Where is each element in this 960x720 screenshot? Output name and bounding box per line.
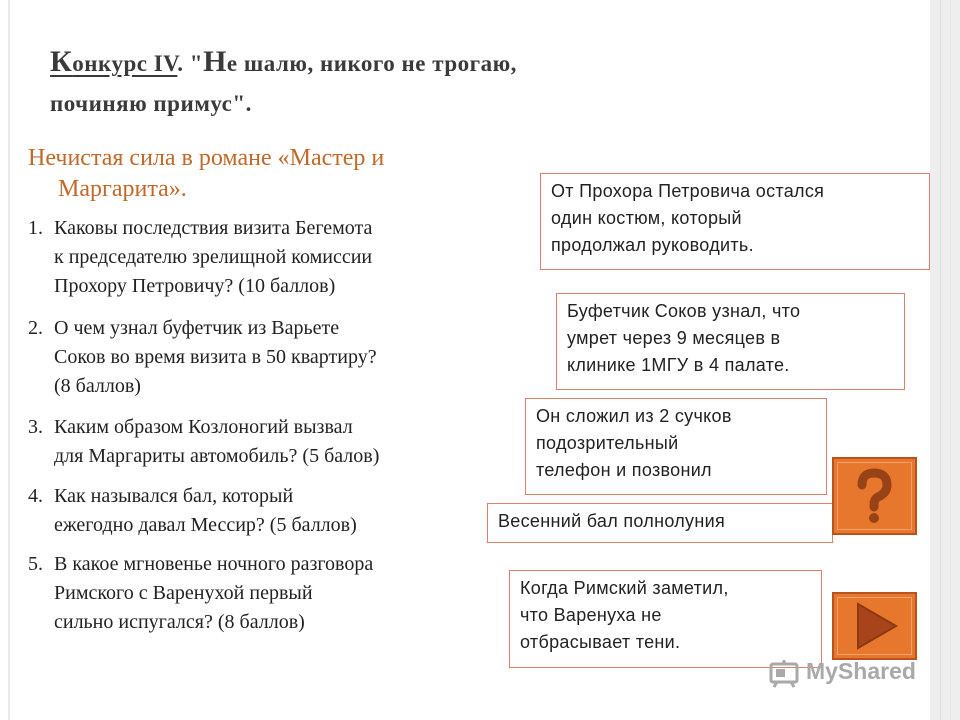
subtitle-line: Нечистая сила в романе «Мастер и [28, 145, 385, 171]
question-number: 2. [28, 317, 43, 339]
slide-right-border [930, 0, 960, 720]
answer-text: отбрасывает тени. [520, 632, 681, 652]
question-text: сильно испугался? (8 баллов) [54, 611, 305, 633]
watermark [768, 658, 916, 688]
answer-box-1[interactable] [540, 173, 930, 270]
question-text: В какое мгновенье ночного разговора [54, 553, 374, 575]
answer-box-3[interactable] [525, 398, 827, 495]
question-text: Римского с Варенухой первый [54, 582, 313, 604]
title-underlined-part [50, 45, 178, 78]
answer-text: что Варенуха не [520, 605, 662, 625]
question-text: О чем узнал буфетчик из Варьете [54, 317, 340, 339]
question-2 [28, 314, 377, 401]
title-initial: К [50, 45, 73, 78]
question-1 [28, 214, 372, 301]
watermark-text: MyShared [806, 658, 916, 685]
question-number: 3. [28, 416, 43, 438]
answer-text: один костюм, который [551, 208, 742, 228]
question-5 [28, 550, 373, 637]
answer-box-5[interactable] [509, 570, 822, 668]
answer-text: клинике 1МГУ в 4 палате. [567, 355, 790, 375]
answer-text: Он сложил из 2 сучков [536, 406, 732, 426]
question-first-line [28, 314, 377, 343]
play-triangle-icon [832, 592, 917, 660]
slide-title [50, 42, 910, 124]
question-number: 5. [28, 553, 43, 575]
question-3 [28, 413, 379, 471]
border-line [950, 0, 951, 720]
question-number: 4. [28, 485, 43, 507]
title-contest-label: онкурс IV [72, 51, 178, 76]
question-text: Как назывался бал, который [54, 485, 294, 507]
question-text: Каковы последствия визита Бегемота [54, 217, 373, 239]
border-line [940, 0, 941, 720]
question-text: Каким образом Козлоногий вызвал [54, 416, 353, 438]
question-first-line [28, 413, 379, 442]
question-mark-icon [832, 457, 917, 535]
slide-left-border [8, 0, 10, 720]
question-text: к председателю зрелищной комиссии [54, 246, 373, 268]
title-quote-initial: Н [203, 45, 227, 78]
presentation-icon [768, 658, 800, 688]
question-text: для Маргариты автомобиль? (5 балов) [54, 445, 380, 467]
question-text: Прохору Петровичу? (10 баллов) [54, 275, 336, 297]
answer-text: подозрительный [536, 433, 679, 453]
question-first-line [28, 482, 357, 511]
help-button[interactable] [832, 457, 917, 535]
title-line-2: починяю примус". [50, 91, 252, 116]
answer-text: умрет через 9 месяцев в [567, 328, 781, 348]
question-first-line [28, 550, 373, 579]
answer-text: Когда Римский заметил, [520, 578, 729, 598]
subtitle-line: Маргарита». [58, 176, 187, 202]
title-punct: . " [177, 51, 204, 76]
question-text: (8 баллов) [54, 375, 141, 397]
next-button[interactable] [832, 592, 917, 660]
question-text: Соков во время визита в 50 квартиру? [54, 346, 377, 368]
answer-text: телефон и позвонил [536, 460, 712, 480]
answer-box-2[interactable] [556, 293, 905, 390]
answer-box-4[interactable] [487, 503, 833, 543]
title-line-1 [50, 42, 910, 84]
question-first-line [28, 214, 372, 243]
answer-text: Буфетчик Соков узнал, что [567, 301, 801, 321]
title-quote-text: е шалю, никого не трогаю, [226, 51, 517, 76]
slide-subtitle [28, 143, 498, 205]
answer-text: От Прохора Петровича остался [551, 181, 825, 201]
answer-text: продолжал руководить. [551, 235, 754, 255]
question-text: ежегодно давал Мессир? (5 баллов) [54, 514, 357, 536]
answer-text: Весенний бал полнолуния [498, 511, 725, 531]
question-4 [28, 482, 357, 540]
question-number: 1. [28, 217, 43, 239]
